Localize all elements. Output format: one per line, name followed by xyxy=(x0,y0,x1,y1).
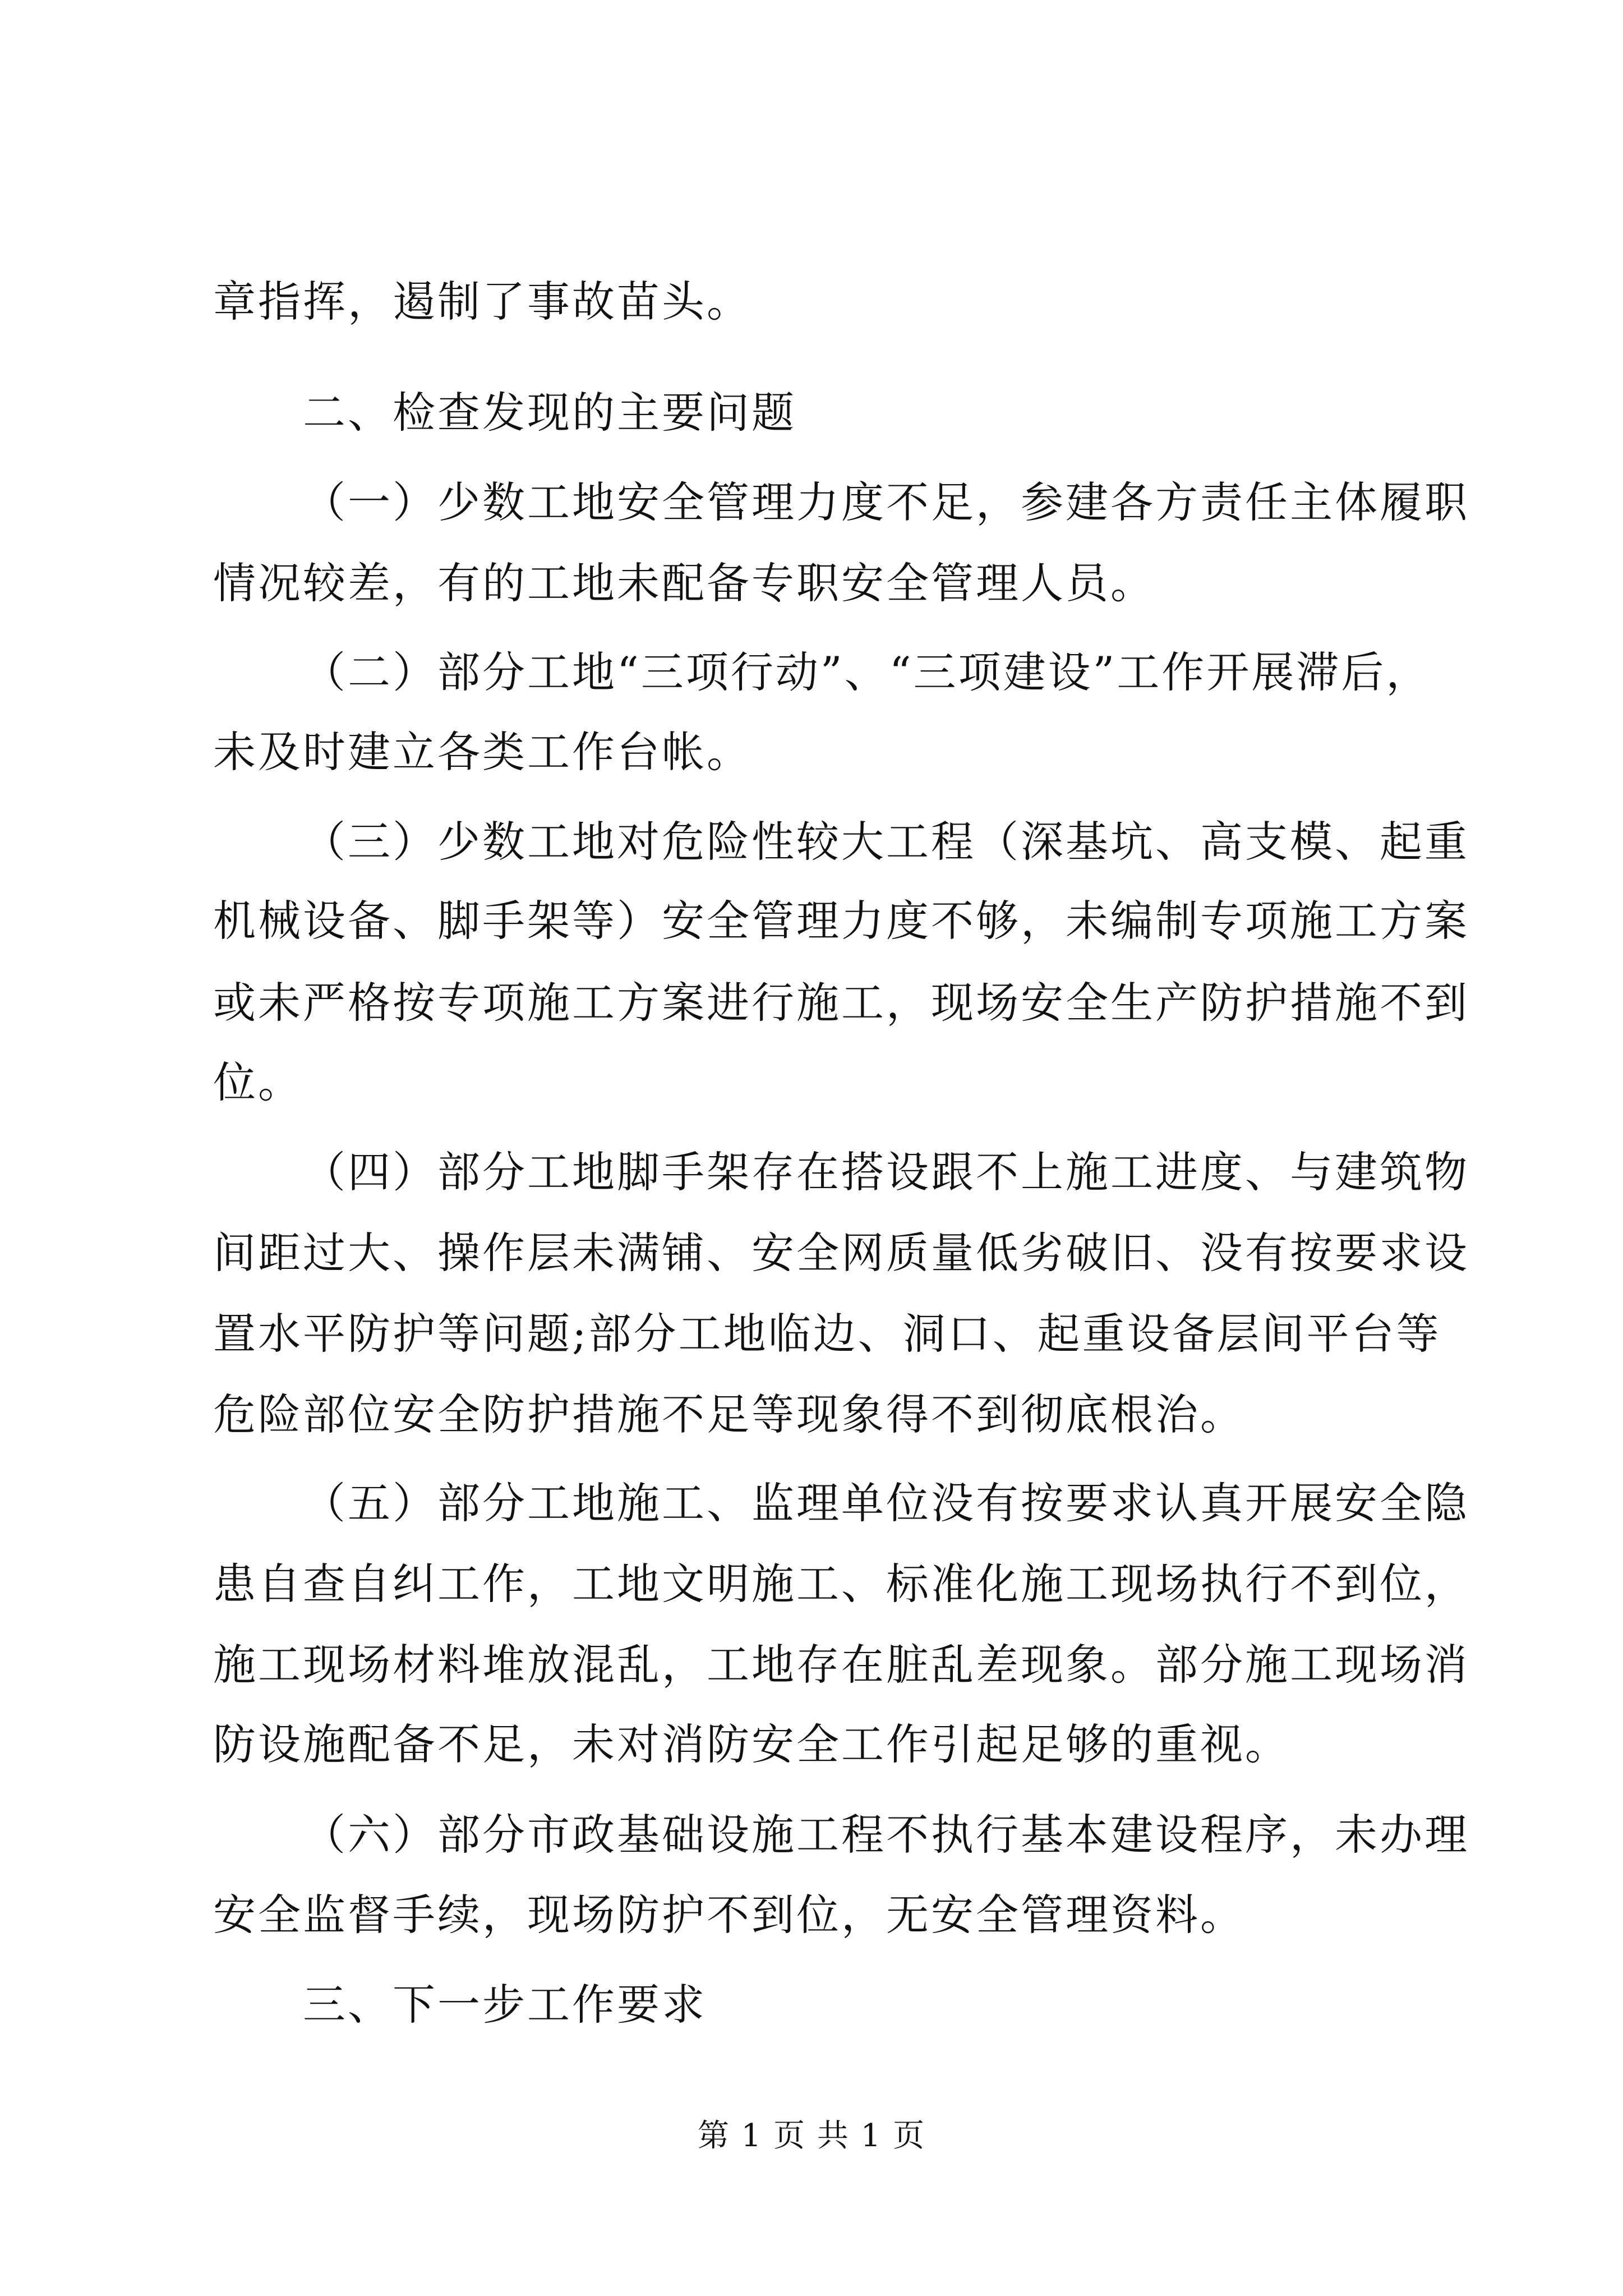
paragraph-line: （三）少数工地对危险性较大工程（深基坑、高支模、起重 xyxy=(303,817,1469,867)
section-heading: 二、检查发现的主要问题 xyxy=(303,388,796,438)
paragraph-line: 施工现场材料堆放混乱，工地存在脏乱差现象。部分施工现场消 xyxy=(213,1640,1469,1690)
page-number-footer: 第 1 页 共 1 页 xyxy=(697,2118,926,2154)
paragraph-line: 安全监督手续，现场防护不到位，无安全管理资料。 xyxy=(213,1890,1245,1940)
section-heading: 三、下一步工作要求 xyxy=(303,1980,707,2030)
paragraph-line: 未及时建立各类工作台帐。 xyxy=(213,727,751,777)
paragraph-line: 危险部位安全防护措施不足等现象得不到彻底根治。 xyxy=(213,1389,1245,1439)
paragraph-line: 或未严格按专项施工方案进行施工，现场安全生产防护措施不到 xyxy=(213,978,1469,1028)
paragraph-line: 间距过大、操作层未满铺、安全网质量低劣破旧、没有按要求设 xyxy=(213,1228,1469,1278)
paragraph-line: 位。 xyxy=(213,1057,303,1107)
paragraph-line: 章指挥，遏制了事故苗头。 xyxy=(213,277,751,326)
paragraph-line: （六）部分市政基础设施工程不执行基本建设程序，未办理 xyxy=(303,1810,1469,1860)
paragraph-line: 情况较差，有的工地未配备专职安全管理人员。 xyxy=(213,558,1155,608)
paragraph-line: 机械设备、脚手架等）安全管理力度不够，未编制专项施工方案 xyxy=(213,896,1469,946)
paragraph-line: 患自查自纠工作，工地文明施工、标准化施工现场执行不到位， xyxy=(213,1559,1469,1609)
paragraph-line: 防设施配备不足，未对消防安全工作引起足够的重视。 xyxy=(213,1719,1290,1769)
paragraph-line: （四）部分工地脚手架存在搭设跟不上施工进度、与建筑物 xyxy=(303,1147,1469,1197)
paragraph-line: （一）少数工地安全管理力度不足，参建各方责任主体履职 xyxy=(303,477,1469,527)
paragraph-line: （五）部分工地施工、监理单位没有按要求认真开展安全隐 xyxy=(303,1478,1469,1528)
paragraph-line: （二）部分工地“三项行动”、“三项建设”工作开展滞后， xyxy=(303,647,1431,697)
paragraph-line: 置水平防护等问题;部分工地临边、洞口、起重设备层间平台等 xyxy=(213,1309,1441,1359)
